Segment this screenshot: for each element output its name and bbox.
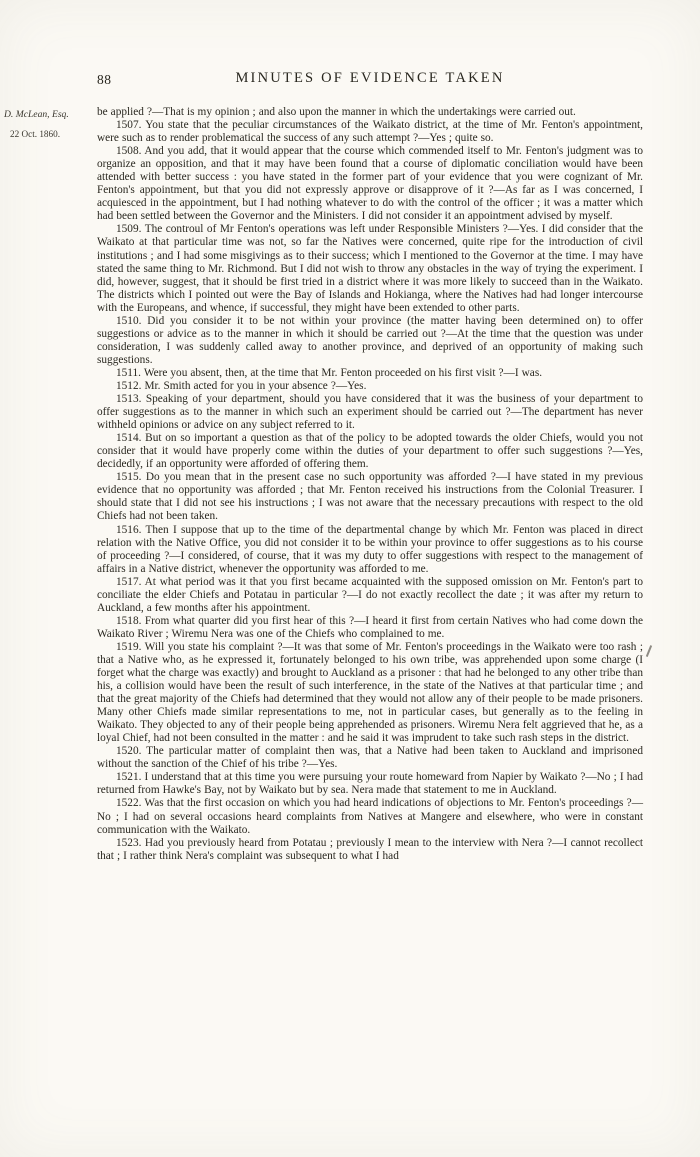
paragraph-q1521: 1521. I understand that at this time you were pursuing your route homeward from Napier by Waikato ?—No ; I had returned from Hawke's Bay, not by Waikato but by sea. Nera made that statement to me in Auckland. xyxy=(97,771,643,797)
evidence-body xyxy=(97,106,643,863)
paragraph-q1515: 1515. Do you mean that in the present case no such opportunity was afforded ?—I have stated in my previous evidence that no opportunity was afforded ; that Mr. Fenton received his instructions from the Colonial Treasurer. I should state that I did not see his instructions ; I was not aware that the necessary precautions with respect to the old Chiefs had not been taken. xyxy=(97,471,643,523)
paragraph-q1510: 1510. Did you consider it to be not within your province (the matter having been determined on) to offer suggestions or advice as to the manner in which it should be carried out ?—At the time that the question was under consideration, I was suddenly called away to another province, and deprived of an opportunity of making such suggestions. xyxy=(97,314,643,366)
paragraph-q1511: 1511. Were you absent, then, at the time that Mr. Fenton proceeded on his first visit ?—I was. xyxy=(116,366,543,379)
page-number: 88 xyxy=(97,72,112,87)
paragraph-q1512: 1512. Mr. Smith acted for you in your absence ?—Yes. xyxy=(116,379,367,392)
paragraph-q1516: 1516. Then I suppose that up to the time of the departmental change by which Mr. Fenton was placed in direct relation with the Native Office, you did not consider it to be within your province to offer suggestions as to his course of proceeding ?—I considered, of course, that it was my duty to offer suggestions with respect to the management of affairs in a Native district, whenever the opportunity was afforded to me. xyxy=(97,523,643,575)
paragraph-q1514: 1514. But on so important a question as that of the policy to be adopted towards the older Chiefs, would you not consider that it would have properly come within the duties of your department to offer such suggestions ?—Yes, decidedly, if an opportunity were afforded of offering them. xyxy=(97,432,643,471)
paragraph-continuation: be applied ?—That is my opinion ; and also upon the manner in which the undertakings were carried out. xyxy=(97,106,576,118)
paragraph-q1513: 1513. Speaking of your department, should you have considered that it was the business of your department to offer suggestions as to the manner in which such an experiment should be carried out ?—The department has never withheld opinions or advice on any subject referred to it. xyxy=(97,393,643,432)
paragraph-q1519: 1519. Will you state his complaint ?—It was that some of Mr. Fenton's proceedings in the Waikato were too rash ; that a Native who, as he expressed it, fortunately belonged to his own tribe, was apprehended upon some charge (I forget what the charge was exactly) and brought to Auckland as a prisoner : that had he belonged to any other tribe than his, a collision would have been the result of such interference, in the state of the Natives at that particular time ; and that the great majority of the Chiefs had determined that they would not allow any of their people to be made prisoners. Many other Chiefs made similar representations to me, not in particular cases, but generally as to the feeling in Waikato. They objected to any of their people being apprehended as prisoners. Wiremu Nera felt aggrieved that he, as a loyal Chief, had not been consulted in the matter : and he said it was imprudent to take such rash steps in the district. xyxy=(97,640,643,745)
paragraph-q1520: 1520. The particular matter of complaint then was, that a Native had been taken to Auckland and imprisoned without the sanction of the Chief of his tribe ?—Yes. xyxy=(97,745,643,771)
paragraph-q1522: 1522. Was that the first occasion on which you had heard indications of objections to Mr. Fenton's proceedings ?—No ; I had on several occasions heard complaints from Natives at Mangere and elsewhere, who were in constant communication with the Waikato. xyxy=(97,797,643,836)
paragraph-q1509: 1509. The controul of Mr Fenton's operations was left under Responsible Ministers ?—Yes. I did consider that the Waikato at that particular time was not, so far the Natives were concerned, quite ripe for the introduction of civil institutions ; and I had some misgivings as to their success; which I mentioned to the Governor at the time. I may have stated the same thing to Mr. Richmond. But I did not wish to throw any obstacles in the way of trying the experiment. I did, however, suggest, that it should be first tried in a district where it was more likely to succeed than in the Waikato. The districts which I pointed out were the Bay of Islands and Hokianga, where the Natives had had longer intercourse with the Europeans, and whence, if successful, they might have been extended to other parts. xyxy=(97,223,643,314)
paragraph-q1508: 1508. And you add, that it would appear that the course which commended itself to Mr. Fenton's judgment was to organize an opposition, and that it may have been found that a course of diplomatic conciliation would have been attended with better success : you have stated in the former part of your evidence that you were cognizant of Mr. Fenton's appointment, but that you did not expressly approve or disapprove of it ?—As far as I was concerned, I acquiesced in the appointment, but I had nothing whatever to do with the control of the officer ; it was a matter which had been settled between the Governor and the Ministers. I did not consider it an appointment advised by myself. xyxy=(97,145,643,223)
scan-artifact-mark xyxy=(646,645,652,657)
page-header xyxy=(97,70,643,92)
paragraph-q1517: 1517. At what period was it that you first became acquainted with the supposed omission on Mr. Fenton's part to conciliate the elder Chiefs and Potatau in particular ?—I do not exactly recollect the date ; it was after my return to Auckland, a few months after his appointment. xyxy=(97,575,643,614)
page-title: MINUTES OF EVIDENCE TAKEN xyxy=(235,70,505,86)
sidenote-date: 22 Oct. 1860. xyxy=(10,129,61,139)
sidenote-witness-name: D. McLean, Esq. xyxy=(4,109,69,120)
margin-sidenote xyxy=(4,109,94,140)
paragraph-q1523: 1523. Had you previously heard from Potatau ; previously I mean to the interview with Nera ?—I cannot recollect that ; I rather think Nera's complaint was subsequent to what I had xyxy=(97,836,643,862)
paragraph-q1518: 1518. From what quarter did you first hear of this ?—I heard it first from certain Natives who had come down the Waikato River ; Wiremu Nera was one of the Chiefs who complained to me. xyxy=(97,614,643,640)
paragraph-q1507: 1507. You state that the peculiar circumstances of the Waikato district, at the time of Mr. Fenton's appointment, were such as to render problematical the success of any such attempt ?—Yes ; quite so. xyxy=(97,119,643,145)
